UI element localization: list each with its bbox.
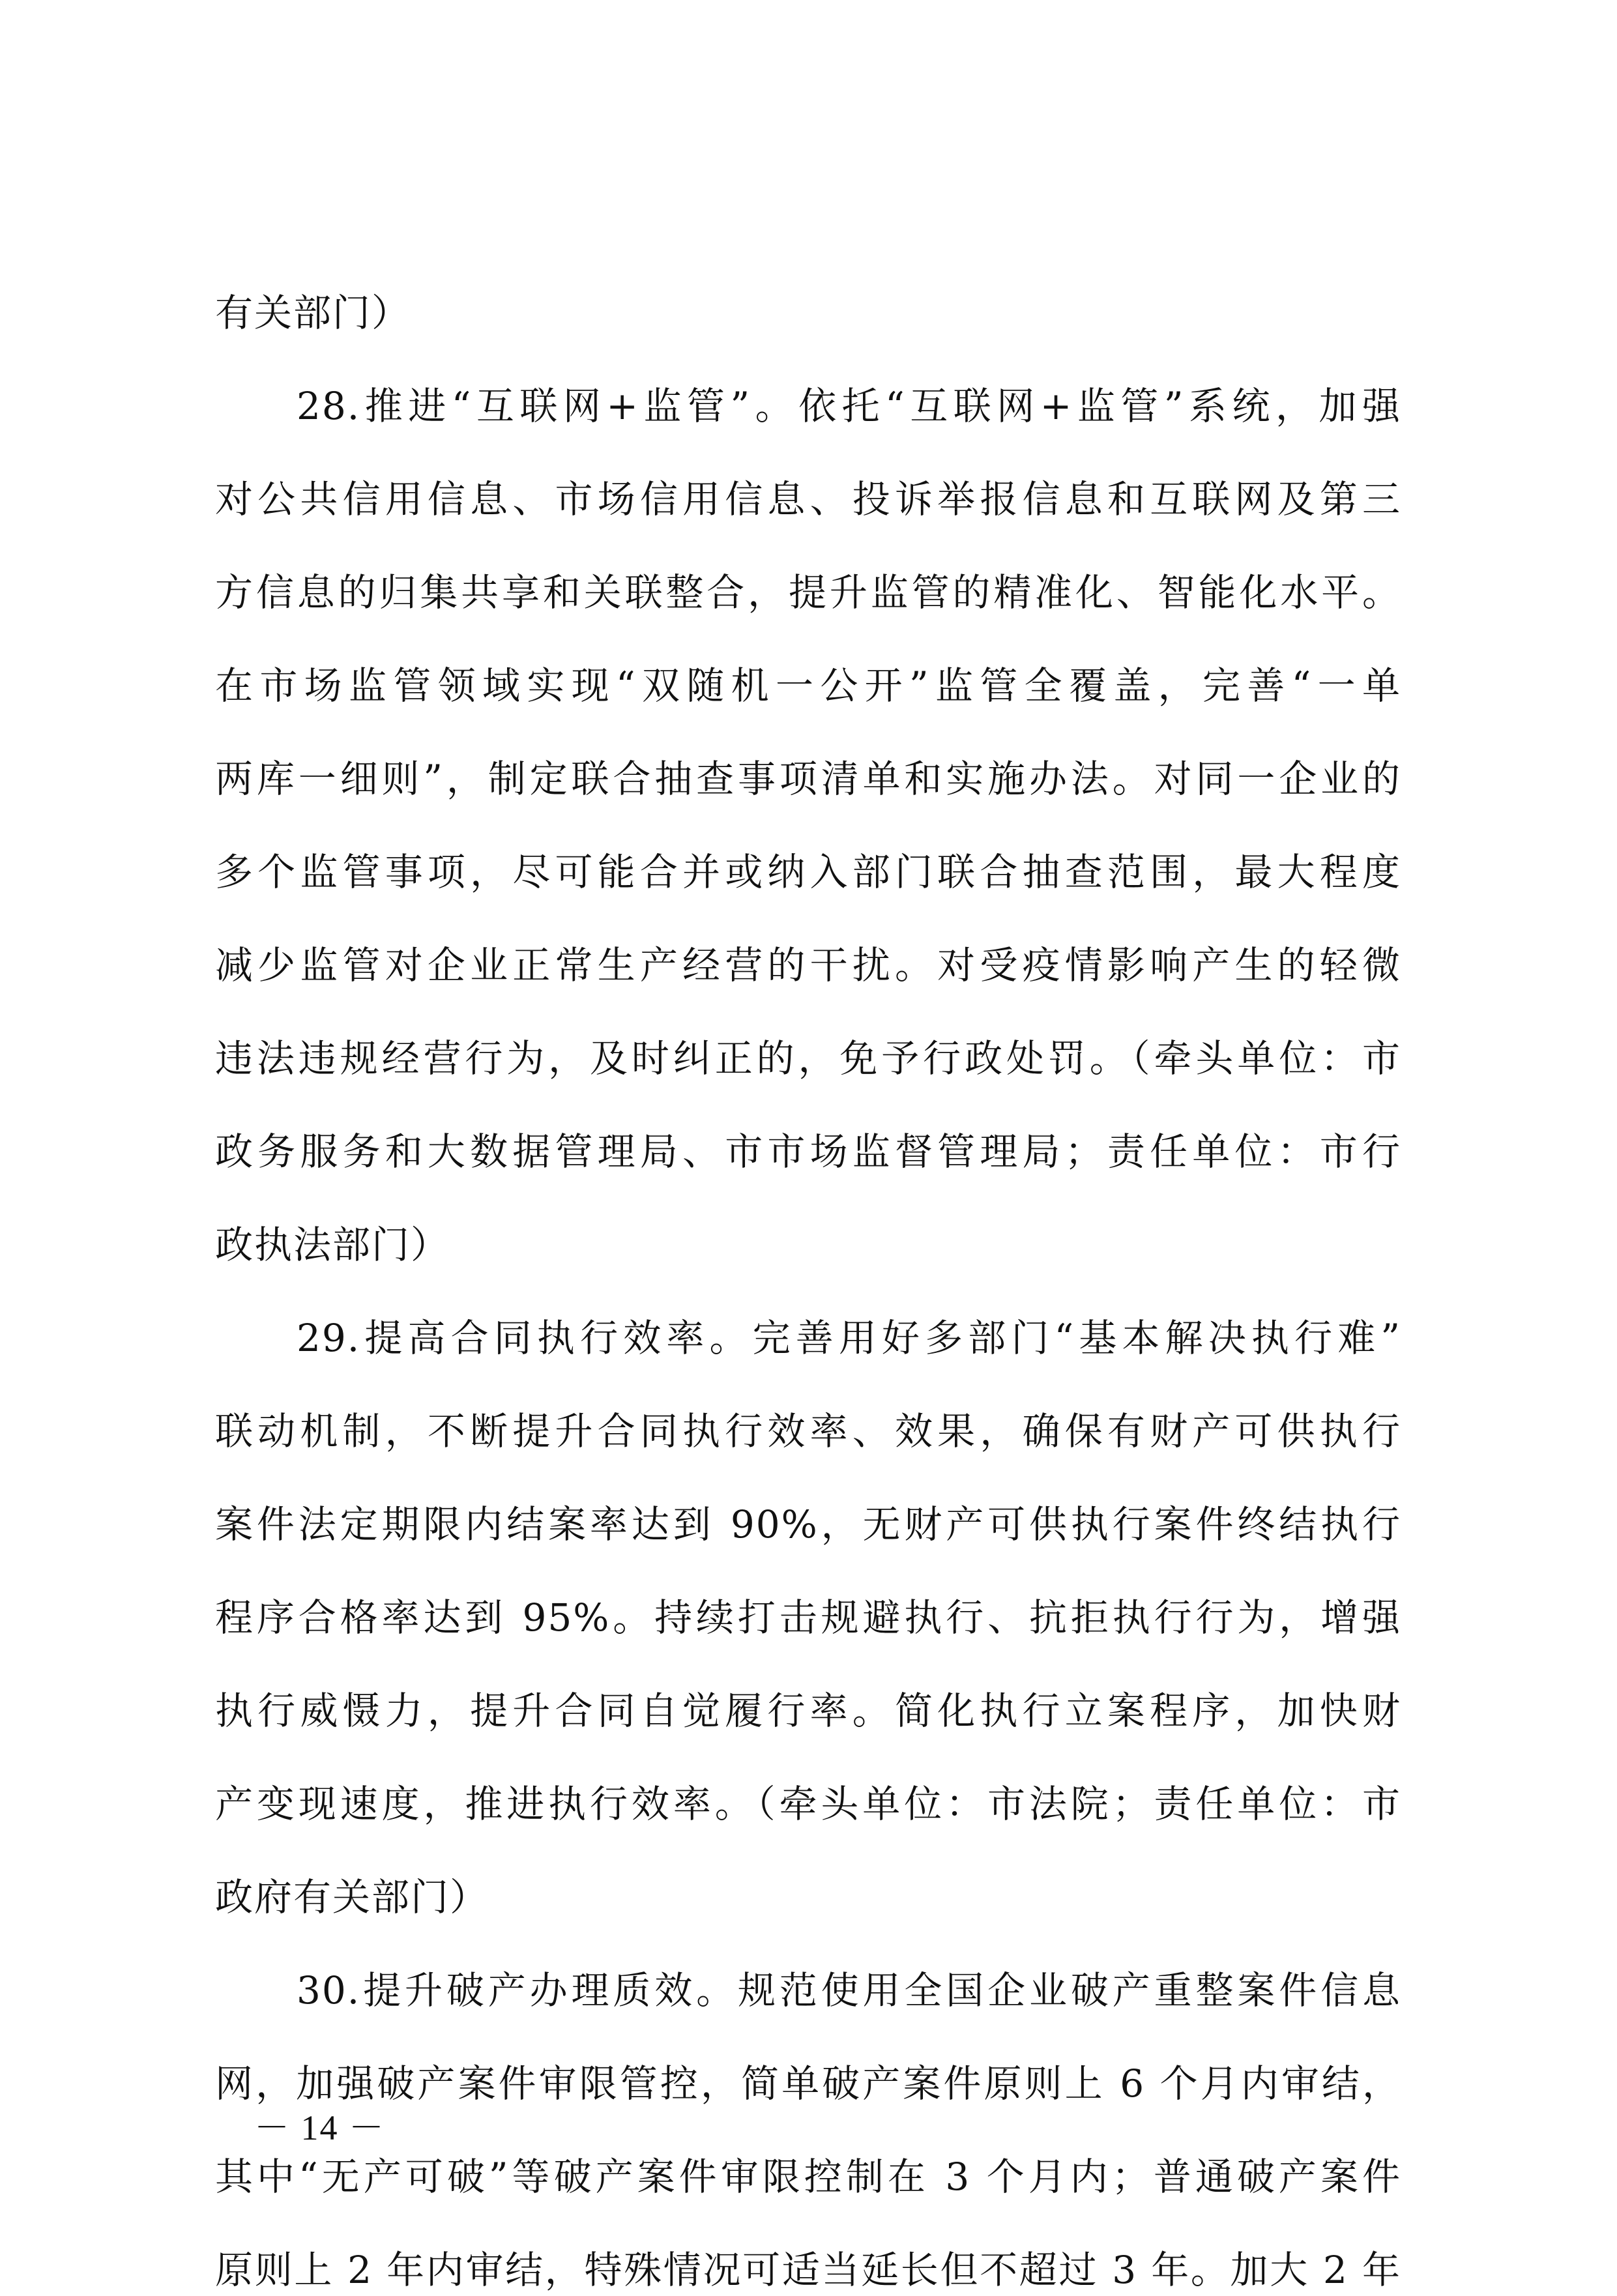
text-line: 方信息的归集共享和关联整合，提升监管的精准化、智能化水平。	[215, 570, 1401, 615]
text-line: 对公共信用信息、市场信用信息、投诉举报信息和互联网及第三	[215, 477, 1401, 521]
text-line: 产变现速度，推进执行效率。（牵头单位：市法院；责任单位：市	[215, 1782, 1401, 1826]
paragraph-30-heading-line: 30.提升破产办理质效。规范使用全国企业破产重整案件信息	[297, 1968, 1401, 2013]
paragraph-29-heading-line: 29.提高合同执行效率。完善用好多部门“基本解决执行难”	[297, 1316, 1401, 1360]
text-line: 违法违规经营行为，及时纠正的，免予行政处罚。（牵头单位：市	[215, 1036, 1401, 1081]
text-line: 减少监管对企业正常生产经营的干扰。对受疫情影响产生的轻微	[215, 943, 1401, 987]
text-line: 执行威慑力，提升合同自觉履行率。简化执行立案程序，加快财	[215, 1689, 1401, 1733]
text-line: 联动机制，不断提升合同执行效率、效果，确保有财产可供执行	[215, 1409, 1401, 1453]
text-line: 两库一细则”，制定联合抽查事项清单和实施办法。对同一企业的	[215, 757, 1401, 801]
text-line: 在市场监管领域实现“双随机一公开”监管全覆盖，完善“一单	[215, 663, 1401, 708]
text-line: 网，加强破产案件审限管控，简单破产案件原则上 6 个月内审结，	[215, 2061, 1401, 2106]
text-line: 政务服务和大数据管理局、市市场监督管理局；责任单位：市行	[215, 1129, 1401, 1174]
page-number: － 14 －	[254, 2108, 385, 2147]
text-line: 原则上 2 年内审结，特殊情况可适当延长但不超过 3 年。加大 2 年	[215, 2248, 1401, 2292]
text-line: 程序合格率达到 95%。持续打击规避执行、抗拒执行行为，增强	[215, 1595, 1401, 1640]
text-line: 案件法定期限内结案率达到 90%，无财产可供执行案件终结执行	[215, 1502, 1401, 1547]
text-line: 政执法部门）	[215, 1223, 450, 1267]
text-line: 有关部门）	[215, 291, 411, 335]
text-line: 多个监管事项，尽可能合并或纳入部门联合抽查范围，最大程度	[215, 850, 1401, 894]
text-line: 其中“无产可破”等破产案件审限控制在 3 个月内；普通破产案件	[215, 2155, 1401, 2199]
text-line: 政府有关部门）	[215, 1875, 489, 1919]
paragraph-28-heading-line: 28.推进“互联网+监管”。依托“互联网+监管”系统，加强	[297, 384, 1401, 428]
